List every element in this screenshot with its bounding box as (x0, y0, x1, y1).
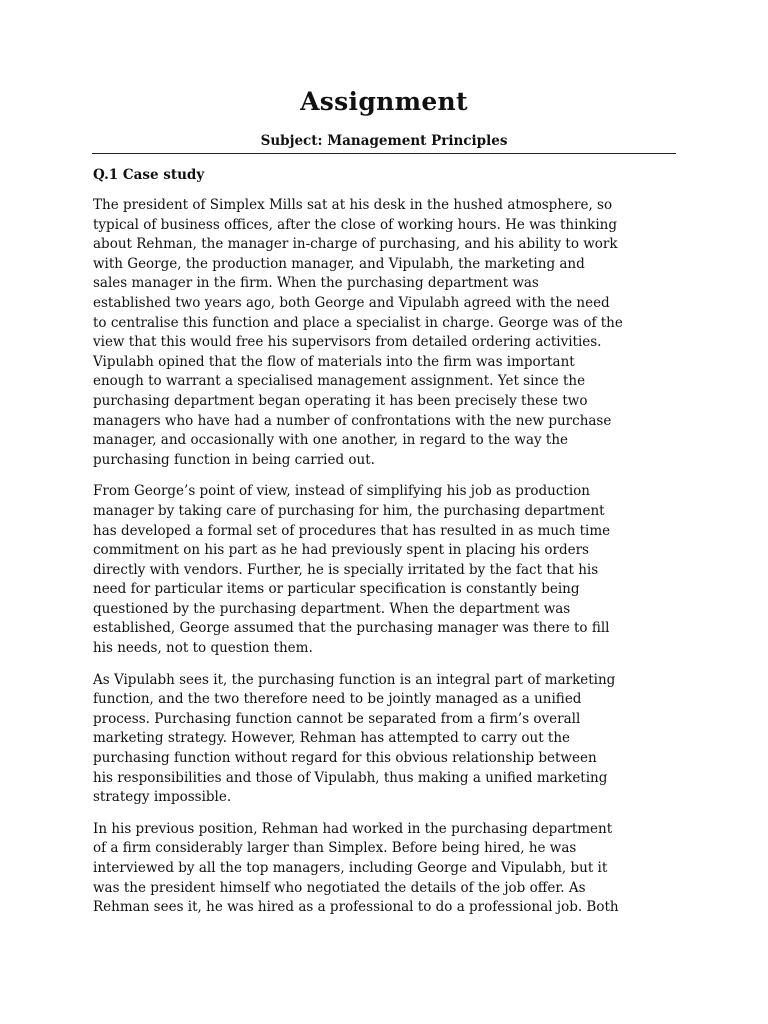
paragraph-2: From George’s point of view, instead of simplifying his job as production manager by taking care of purchasing for him, the purchasing department has developed a formal set of procedures that has resulted in as much time commitment on his part as he had previously spent in placing his orders directly with vendors. Further, he is specially irritated by the fact that his need for particular items or particular specification is constantly being questioned by the purchasing department. When the department was established, George assumed that the purchasing manager was there to fill his needs, not to question them. (93, 483, 611, 657)
document-body (93, 165, 677, 930)
paragraph-1: The president of Simplex Mills sat at his desk in the hushed atmosphere, so typical of business offices, after the close of working hours. He was thinking about Rehman, the manager in-charge of purchasing, and his ability to work with George, the production manager, and Vipulabh, the marketing and sales manager in the firm. When the purchasing department was established two years ago, both George and Vipulabh agreed with the need to centralise this function and place a specialist in charge. George was of the view that this would free his supervisors from detailed ordering activities. Vipulabh opined that the flow of materials into the firm was important enough to warrant a specialised management assignment. Yet since the purchasing department began operating it has been precisely these two managers who have had a number of confrontations with the new purchase manager, and occasionally with one another, in regard to the way the purchasing function in being carried out. (93, 197, 623, 468)
document-title: Assignment (300, 87, 468, 116)
section-heading: Q.1 Case study (93, 167, 205, 183)
paragraph-3: As Vipulabh sees it, the purchasing function is an integral part of marketing function, and the two therefore need to be jointly managed as a unified process. Purchasing function cannot be separated from a firm’s overall marketing strategy. However, Rehman has attempted to carry out the purchasing function without regard for this obvious relationship between his responsibilities and those of Vipulabh, thus making a unified marketing strategy impossible. (93, 671, 616, 806)
paragraph-4: In his previous position, Rehman had worked in the purchasing department of a firm considerably larger than Simplex. Before being hired, he was interviewed by all the top managers, including George and Vipulabh, but it was the president himself who negotiated the details of the job offer. As Rehman sees it, he was hired as a professional to do a professional job. Both (93, 820, 619, 916)
header-divider (92, 153, 676, 154)
document-subject: Subject: Management Principles (260, 133, 508, 149)
